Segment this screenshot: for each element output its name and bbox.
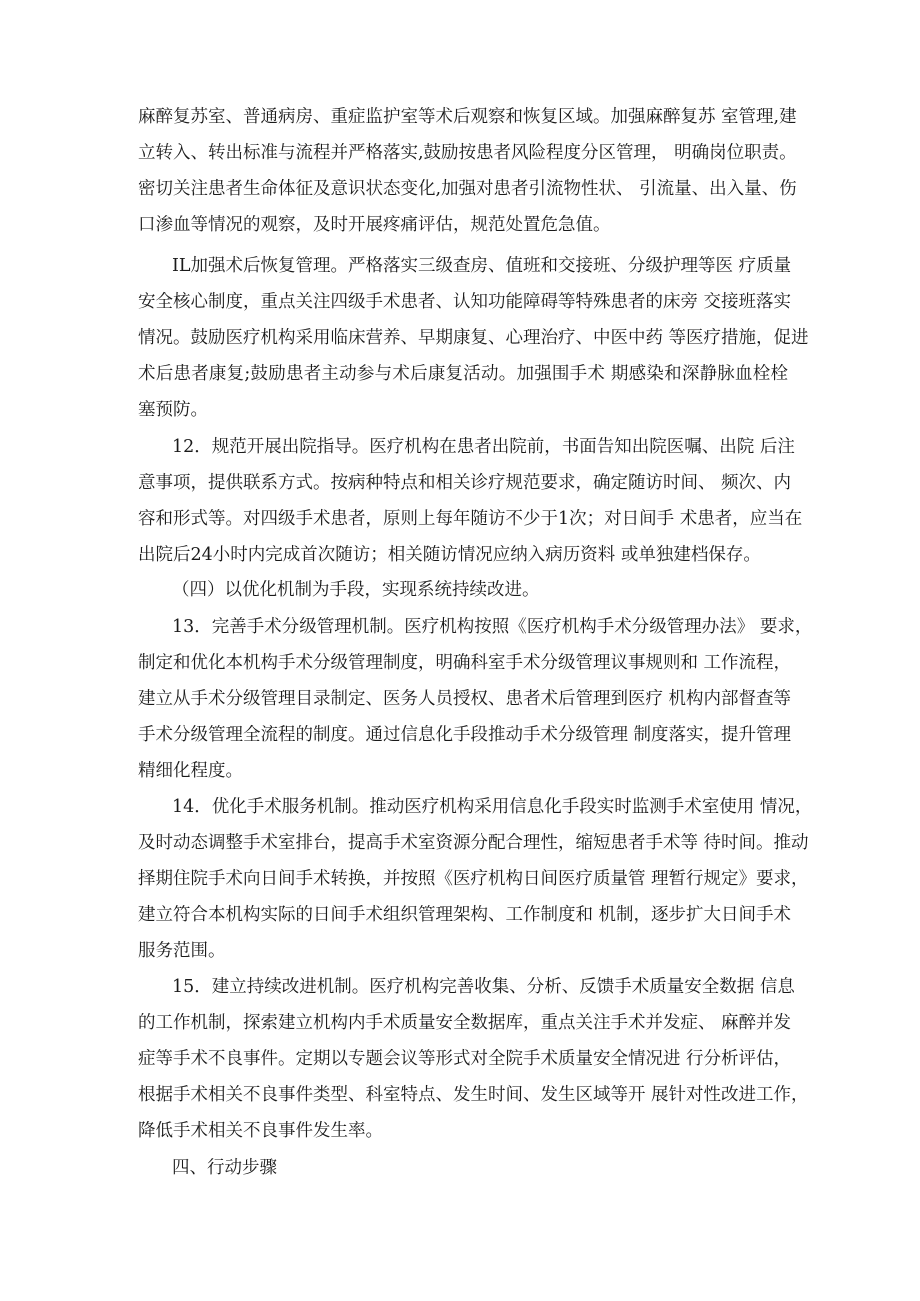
- text-line: 手术分级管理全流程的制度。通过信息化手段推动手术分级管理 制度落实，提升管理: [138, 725, 792, 745]
- text-line: （四）以优化机制为手段，实现系统持续改进。: [172, 580, 540, 600]
- text-line: 麻醉复苏室、普通病房、重症监护室等术后观察和恢复区域。加强麻醉复苏 室管理,建: [138, 107, 797, 127]
- paragraph-item-15: [138, 969, 809, 1149]
- text-line: 情况。鼓励医疗机构采用临床营养、早期康复、心理治疗、中医中药 等医疗措施，促进: [138, 328, 809, 348]
- text-line: 密切关注患者生命体征及意识状态变化,加强对患者引流物性状、 引流量、出入量、伤: [138, 179, 797, 199]
- text-line: 制定和优化本机构手术分级管理制度，明确科室手术分级管理议事规则和 工作流程，: [138, 653, 792, 673]
- section-heading-action-steps: [138, 1150, 788, 1186]
- text-line: 容和形式等。对四级手术患者，原则上每年随访不少于1次；对日间手 术患者，应当在: [138, 509, 803, 529]
- text-line: 13．完善手术分级管理机制。医疗机构按照《医疗机构手术分级管理办法》 要求，: [172, 617, 813, 637]
- text-line: 建立符合本机构实际的日间手术组织管理架构、工作制度和 机制，逐步扩大日间手术: [138, 905, 792, 925]
- text-line: 安全核心制度，重点关注四级手术患者、认知功能障碍等特殊患者的床旁 交接班落实: [138, 292, 792, 312]
- section-heading-4: [138, 572, 788, 608]
- text-line: 塞预防。: [138, 400, 208, 420]
- text-line: 术后患者康复;鼓励患者主动参与术后康复活动。加强围手术 期感染和深静脉血栓栓: [138, 364, 788, 384]
- text-line: IL加强术后恢复管理。严格落实三级查房、值班和交接班、分级护理等医 疗质量: [172, 256, 792, 276]
- text-line: 建立从手术分级管理目录制定、医务人员授权、患者术后管理到医疗 机构内部督查等: [138, 689, 792, 709]
- text-line: 出院后24小时内完成首次随访；相关随访情况应纳入病历资料 或单独建档保存。: [138, 545, 761, 565]
- text-line: 立转入、转出标准与流程并严格落实,鼓励按患者风险程度分区管理， 明确岗位职责。: [138, 143, 797, 163]
- text-line: 降低手术相关不良事件发生率。: [138, 1121, 383, 1141]
- text-line: 四、行动步骤: [172, 1158, 277, 1178]
- text-line: 及时动态调整手术室排台，提高手术室资源分配合理性，缩短患者手术等 待时间。推动: [138, 833, 809, 853]
- paragraph-item-12: [138, 429, 803, 573]
- text-line: 根据手术相关不良事件类型、科室特点、发生时间、发生区域等开 展针对性改进工作，: [138, 1085, 809, 1105]
- text-line: 口渗血等情况的观察，及时开展疼痛评估，规范处置危急值。: [138, 215, 611, 235]
- text-line: 症等手术不良事件。定期以专题会议等形式对全院手术质量安全情况进 行分析评估，: [138, 1049, 792, 1069]
- text-line: 择期住院手术向日间手术转换，并按照《医疗机构日间医疗质量管 理暂行规定》要求，: [138, 869, 809, 889]
- paragraph-item-14: [138, 789, 813, 969]
- text-line: 12．规范开展出院指导。医疗机构在患者出院前，书面告知出院医嘱、出院 后注: [172, 437, 795, 457]
- paragraph-item-11: [138, 248, 809, 428]
- text-line: 14．优化手术服务机制。推动医疗机构采用信息化手段实时监测手术室使用 情况，: [172, 797, 813, 817]
- text-line: 意事项，提供联系方式。按病种特点和相关诊疗规范要求，确定随访时间、 频次、内: [138, 473, 792, 493]
- text-line: 精细化程度。: [138, 761, 243, 781]
- text-line: 的工作机制，探索建立机构内手术质量安全数据库，重点关注手术并发症、 麻醉并发: [138, 1013, 792, 1033]
- text-line: 服务范围。: [138, 941, 226, 961]
- paragraph-item-13: [138, 609, 813, 789]
- paragraph-recovery-areas: [138, 99, 797, 243]
- text-line: 15．建立持续改进机制。医疗机构完善收集、分析、反馈手术质量安全数据 信息: [172, 977, 795, 997]
